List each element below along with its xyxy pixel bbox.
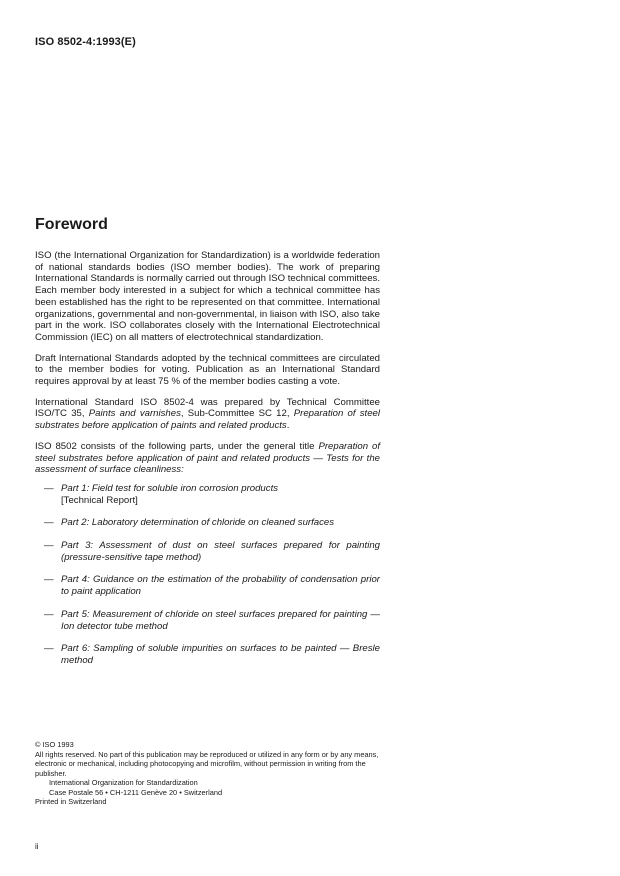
- list-item: [35, 540, 380, 563]
- p3-text-3: .: [286, 420, 290, 432]
- list-item: [35, 609, 380, 632]
- org-name: International Organization for Standardization: [49, 778, 198, 787]
- list-dash: —: [44, 482, 54, 494]
- document-id: ISO 8502-4:1993(E): [35, 36, 136, 48]
- part-label: Part 5: Measurement of chloride on steel surfaces prepared for painting — Ion detector tube method: [61, 608, 380, 632]
- paragraph-4: [35, 441, 380, 476]
- list-dash: —: [44, 540, 54, 552]
- copyright-footer: [35, 740, 380, 807]
- org-address: Case Postale 56 • CH-1211 Genève 20 • Switzerland: [49, 787, 223, 797]
- p3-text-2: , Sub-Committee SC 12,: [180, 408, 294, 420]
- part-note: [Technical Report]: [61, 494, 138, 506]
- part-label: Part 1: Field test for soluble iron corrosion products: [61, 482, 279, 494]
- parts-list: [35, 483, 380, 667]
- part-label: Part 6: Sampling of soluble impurities on surfaces to be painted — Bresle method: [61, 643, 380, 666]
- list-item: [35, 517, 380, 529]
- list-item: [35, 574, 380, 597]
- paragraph-3: [35, 397, 380, 432]
- paragraph-1: ISO (the International Organization for Standardization) is a worldwide federation of national standards bodies (ISO member bodies). The work of preparing International Standards is normally carried out through ISO technical committees. Each member body interested in a subject for which a technical committee has been established has the right to be represented on that committee. International organizations, governmental and non-governmental, in liaison with ISO, also take part in the work. ISO collaborates closely with the International Electrotechnical Commission (IEC) on all matters of electrotechnical standardization.: [35, 250, 381, 343]
- rights-notice: All rights reserved. No part of this publication may be reproduced or utilized in any form or by any means, electronic or mechanical, including photocopying and microfilm, without permission in writing from the publisher.: [35, 749, 379, 778]
- printed-in: Printed in Switzerland: [35, 797, 107, 806]
- list-dash: —: [44, 608, 54, 620]
- part-label: Part 3: Assessment of dust on steel surfaces prepared for painting (pressure-sensitive tape method): [61, 540, 380, 563]
- foreword-body: [35, 250, 380, 678]
- list-item: [35, 643, 380, 666]
- page-title: Foreword: [35, 216, 108, 233]
- list-dash: —: [44, 517, 54, 529]
- p3-italic-1: Paints and varnishes: [88, 408, 181, 420]
- p3-italic-2: Preparation of steel substrates before application of paints and related products: [35, 408, 381, 432]
- p4-italic-1: Preparation of steel substrates before application of paint and related products — Tests for the assessment of surface cleanliness:: [35, 440, 380, 476]
- list-dash: —: [44, 643, 54, 655]
- p4-text-1: ISO 8502 consists of the following parts, under the general title: [35, 440, 319, 452]
- part-label: Part 4: Guidance on the estimation of the probability of condensation prior to paint application: [61, 574, 380, 598]
- part-label: Part 2: Laboratory determination of chloride on cleaned surfaces: [61, 517, 335, 529]
- list-item: [35, 483, 380, 506]
- list-dash: —: [44, 574, 54, 586]
- p3-text-1: International Standard ISO 8502-4 was prepared by Technical Committee ISO/TC 35,: [35, 396, 380, 420]
- copyright-line: © ISO 1993: [35, 740, 74, 749]
- page-number: ii: [35, 842, 39, 851]
- paragraph-2: Draft International Standards adopted by the technical committees are circulated to the member bodies for voting. Publication as an International Standard requires approval by at least 75 % of the member bodies casting a vote.: [35, 352, 380, 388]
